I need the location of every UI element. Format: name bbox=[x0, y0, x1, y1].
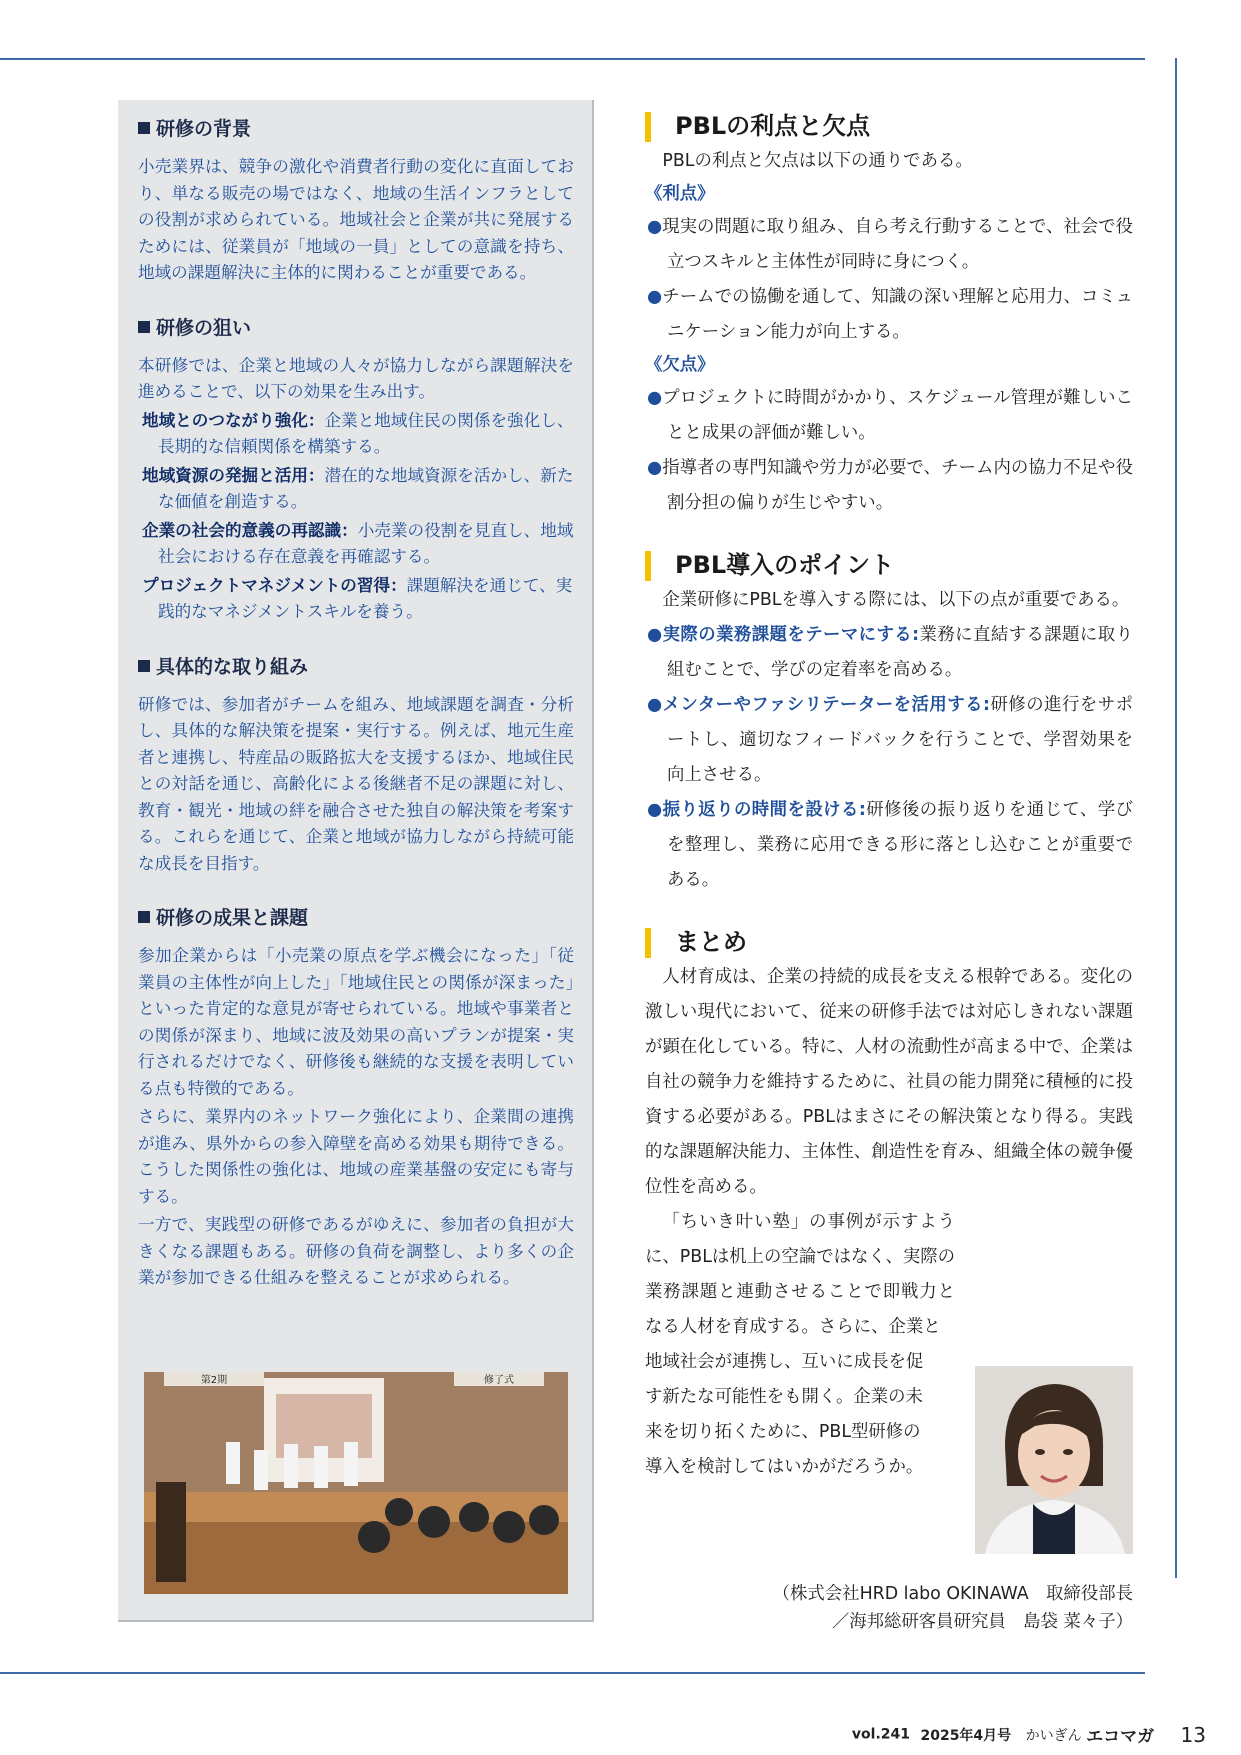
paragraph: 企業研修にPBLを導入する際には、以下の点が重要である。 bbox=[662, 590, 1130, 610]
section-body: 本研修では、企業と地域の人々が協力しながら課題解決を進めることで、以下の効果を生み出す。 bbox=[138, 355, 574, 401]
section-body: 研修では、参加者がチームを組み、地域課題を調査・分析し、具体的な解決策を提案・実行する。例えば、地元生産者と連携し、特産品の販路拡大を支援するほか、地域住民との対話を通じ、高齢化による後継者不足の課題に対し、教育・観光・地域の絆を融合させた独自の解決策を考案する。これらを通じて、企業と地域が協力しながら持続可能な成長を目指す。 bbox=[138, 694, 574, 873]
list-item: 地域とのつながり強化：企業と地域住民の関係を強化し、長期的な信頼関係を構築する。 bbox=[142, 410, 574, 456]
brand-name: かいぎん bbox=[1025, 1727, 1082, 1744]
square-bullet-icon bbox=[138, 321, 150, 333]
top-rule bbox=[0, 58, 1145, 60]
bullet-dot-icon: ● bbox=[647, 625, 663, 645]
brand-name: エコマガ bbox=[1086, 1727, 1155, 1747]
list-item: ●現実の問題に取り組み、自ら考え行動することで、社会で役立つスキルと主体性が同時に身につく。 bbox=[647, 217, 1133, 272]
bottom-rule bbox=[0, 1672, 1145, 1674]
list-item: ●振り返りの時間を設ける:研修後の振り返りを通じて、学びを整理し、業務に応用できる形に落とし込むことが重要である。 bbox=[647, 800, 1133, 890]
bullet-dot-icon: ● bbox=[647, 695, 663, 715]
section-body: さらに、業界内のネットワーク強化により、企業間の連携が進み、県外からの参入障壁を高める効果も期待できる。こうした関係性の強化は、地域の産業基盤の安定にも寄与する。 bbox=[138, 1107, 574, 1206]
section-heading: 研修の狙い bbox=[138, 315, 574, 341]
paragraph-line: 導入を検討してはいかがだろうか。 bbox=[645, 1457, 924, 1477]
section-heading: 研修の背景 bbox=[138, 116, 574, 142]
ceremony-photo-illustration bbox=[144, 1372, 568, 1594]
bullet-dot-icon: ● bbox=[647, 287, 663, 307]
list-item: ●実際の業務課題をテーマにする:業務に直結する課題に取り組むことで、学びの定着率を高める。 bbox=[647, 625, 1133, 680]
ceremony-photo bbox=[144, 1372, 568, 1594]
section-heading: 研修の成果と課題 bbox=[138, 905, 574, 931]
issue-date: 2025年4月号 bbox=[920, 1727, 1012, 1744]
paragraph-line: 地域社会が連携し、互いに成長を促 bbox=[645, 1352, 924, 1372]
paragraph-line: 来を切り拓くために、PBL型研修の bbox=[645, 1422, 921, 1442]
heading-accent-bar bbox=[645, 551, 651, 581]
square-bullet-icon bbox=[138, 660, 150, 672]
list-item: 企業の社会的意義の再認識：小売業の役割を見直し、地域社会における存在意義を再確認する。 bbox=[142, 520, 574, 566]
page-footer bbox=[852, 1722, 1206, 1752]
sidebar-panel bbox=[118, 100, 594, 1622]
list-item: プロジェクトマネジメントの習得：課題解決を通じて、実践的なマネジメントスキルを養う。 bbox=[142, 575, 573, 621]
square-bullet-icon bbox=[138, 911, 150, 923]
section-heading: PBLの利点と欠点 bbox=[645, 108, 1133, 144]
section-body: 小売業界は、競争の激化や消費者行動の変化に直面しており、単なる販売の場ではなく、地域の生活インフラとしての役割が求められている。地域社会と企業が共に発展するためには、従業員が「地域の一員」としての意識を持ち、地域の課題解決に主体的に関わることが重要である。 bbox=[138, 157, 574, 282]
banner-text: 第2期 bbox=[200, 1375, 228, 1386]
volume-number: vol.241 bbox=[851, 1726, 911, 1743]
author-credit: ／海邦総研客員研究員 島袋 菜々子） bbox=[831, 1612, 1133, 1632]
list-item: ●チームでの協働を通して、知識の深い理解と応用力、コミュニケーション能力が向上する。 bbox=[647, 287, 1133, 342]
list-item: ●プロジェクトに時間がかかり、スケジュール管理が難しいことと成果の評価が難しい。 bbox=[647, 388, 1133, 443]
list-item: 地域資源の発掘と活用：潜在的な地域資源を活かし、新たな価値を創造する。 bbox=[142, 465, 574, 511]
heading-accent-bar bbox=[645, 112, 651, 142]
paragraph-line: す新たな可能性をも開く。企業の未 bbox=[645, 1387, 923, 1407]
right-rule bbox=[1175, 58, 1177, 1578]
bullet-dot-icon: ● bbox=[647, 458, 663, 478]
page-number: 13 bbox=[1180, 1722, 1206, 1747]
paragraph: PBLの利点と欠点は以下の通りである。 bbox=[662, 151, 973, 171]
heading-accent-bar bbox=[645, 928, 651, 958]
author-credit: （株式会社HRD labo OKINAWA 取締役部長 bbox=[772, 1584, 1133, 1604]
section-body: 一方で、実践型の研修であるがゆえに、参加者の負担が大きくなる課題もある。研修の負荷を調整し、より多くの企業が参加できる仕組みを整えることが求められる。 bbox=[138, 1215, 574, 1287]
pros-label: 《利点》 bbox=[645, 184, 715, 204]
main-column bbox=[645, 108, 1133, 1632]
banner-text: 修了式 bbox=[484, 1375, 514, 1386]
bullet-dot-icon: ● bbox=[647, 800, 663, 820]
paragraph: 「ちいき叶い塾」の事例が示すように、PBLは机上の空論ではなく、実際の業務課題と連動させることで即戦力となる人材を育成する。さらに、企業と bbox=[645, 1212, 956, 1337]
section-heading: 具体的な取り組み bbox=[138, 654, 574, 680]
bullet-dot-icon: ● bbox=[647, 388, 663, 408]
section-body: 参加企業からは「小売業の原点を学ぶ機会になった」「従業員の主体性が向上した」「地域住民との関係が深まった」といった肯定的な意見が寄せられている。地域や事業者との関係が深まり、地域に波及効果の高いプランが提案・実行されるだけでなく、研修後も継続的な支援を表明している点も特徴的である。 bbox=[138, 946, 574, 1098]
author-portrait bbox=[975, 1366, 1133, 1554]
author-portrait-illustration bbox=[975, 1366, 1133, 1554]
list-item: ●指導者の専門知識や労力が必要で、チーム内の協力不足や役割分担の偏りが生じやすい。 bbox=[647, 458, 1133, 513]
section-heading: まとめ bbox=[645, 924, 1133, 960]
list-item: ●メンターやファシリテーターを活用する:研修の進行をサポートし、適切なフィードバックを行うことで、学習効果を向上させる。 bbox=[647, 695, 1133, 785]
square-bullet-icon bbox=[138, 122, 150, 134]
paragraph: 人材育成は、企業の持続的成長を支える根幹である。変化の激しい現代において、従来の研修手法では対応しきれない課題が顕在化している。特に、人材の流動性が高まる中で、企業は自社の競争力を維持するために、社員の能力開発に積極的に投資する必要がある。PBLはまさにその解決策となり得る。実践的な課題解決能力、主体性、創造性を育み、組織全体の競争優位性を高める。 bbox=[645, 967, 1133, 1197]
cons-label: 《欠点》 bbox=[645, 355, 715, 375]
section-heading: PBL導入のポイント bbox=[645, 547, 1133, 583]
bullet-dot-icon: ● bbox=[647, 217, 663, 237]
